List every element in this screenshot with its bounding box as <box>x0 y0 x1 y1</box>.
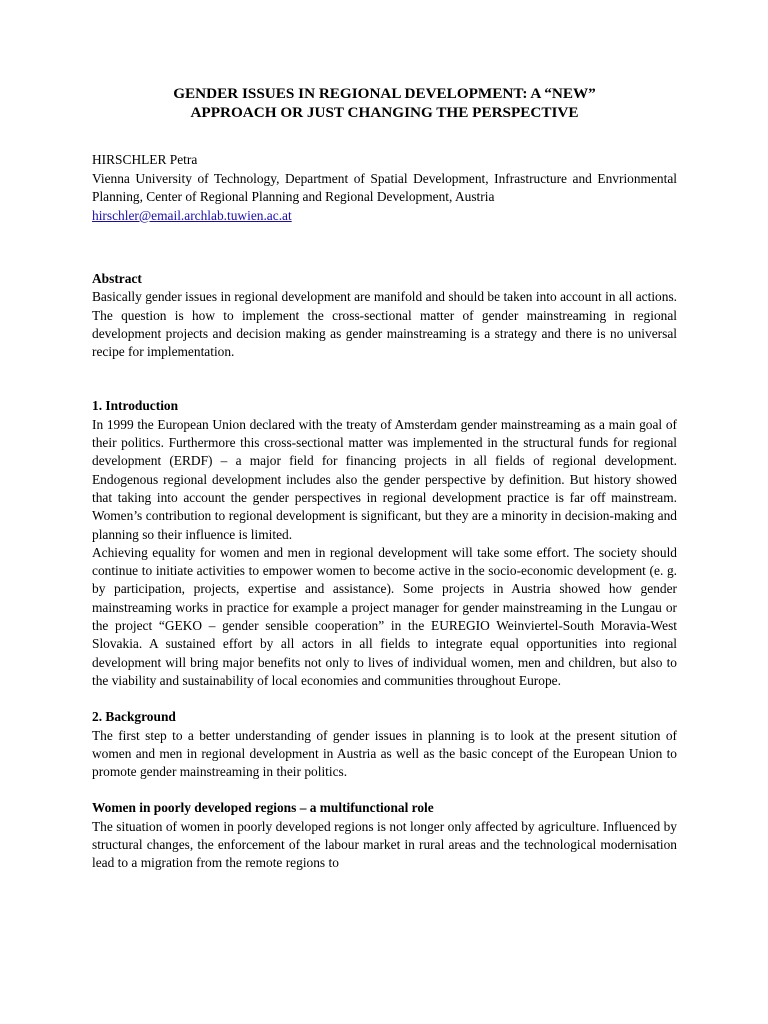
women-regions-heading: Women in poorly developed regions – a multifunctional role <box>92 800 434 816</box>
introduction-section <box>92 397 677 690</box>
women-regions-text: The situation of women in poorly developed regions is not longer only affected by agriculture. Influenced by structural changes, the enforcement of the labour market in rural areas and the technological modernisation lead to a migration from the remote regions to <box>92 818 677 871</box>
background-text: The first step to a better understanding of gender issues in planning is to look at the present sitution of women and men in regional development in Austria as well as the basic concept of the European Union to promote gender mainstreaming in their politics. <box>92 727 677 780</box>
introduction-paragraph-1: In 1999 the European Union declared with the treaty of Amsterdam gender mainstreaming as a main goal of their politics. Furthermore this cross-sectional matter was implemented in the structural funds for regional development (ERDF) – a major field for financing projects in all fields of regional development. Endogenous regional development includes also the gender perspective by definition. But history showed that taking into account the gender perspectives in regional development practice is far off mainstream. Women’s contribution to regional development is significant, but they are a minority in decision-making and planning so their influence is limited. <box>92 416 677 542</box>
introduction-heading: 1. Introduction <box>92 398 179 414</box>
paper-title <box>92 84 677 122</box>
paper-title-line-1: GENDER ISSUES IN REGIONAL DEVELOPMENT: A “NEW” <box>173 85 596 102</box>
paper-title-line-2: APPROACH OR JUST CHANGING THE PERSPECTIVE <box>190 104 579 121</box>
author-affiliation: Vienna University of Technology, Department of Spatial Development, Infrastructure and Envrionmental Planning, Center of Regional Planning and Regional Development, Austria <box>92 170 677 204</box>
abstract-text: Basically gender issues in regional development are manifold and should be taken into account in all actions. The question is how to implement the cross-sectional matter of gender mainstreaming in regional development projects and decision making as gender mainstreaming is a strategy and there is no universal recipe for implementation. <box>92 289 677 360</box>
author-email-link[interactable]: hirschler@email.archlab.tuwien.ac.at <box>92 207 292 223</box>
abstract-heading: Abstract <box>92 271 142 286</box>
women-regions-section <box>92 799 677 872</box>
background-section <box>92 708 677 781</box>
introduction-paragraph-2: Achieving equality for women and men in regional development will take some effort. The society should continue to initiate activities to empower women to become active in the socio-economic development (e. g. by participation, projects, expertise and assistance). Some projects in Austria showed how gender mainstreaming works in practice for example a project manager for gender mainstreaming in the Lungau or the project “GEKO – gender sensible cooperation” in the EUREGIO Weinviertel-South Moravia-West Slovakia. A sustained effort by all actors in all fields to integrate equal opportunities into regional development will bring major benefits not only to lives of individual women, men and children, but also to the viability and sustainability of local economies and communities throughout Europe. <box>92 544 677 688</box>
abstract-section <box>92 270 677 361</box>
author-name: HIRSCHLER Petra <box>92 152 198 167</box>
background-heading: 2. Background <box>92 709 176 725</box>
document-page <box>92 84 677 873</box>
author-block <box>92 151 677 225</box>
